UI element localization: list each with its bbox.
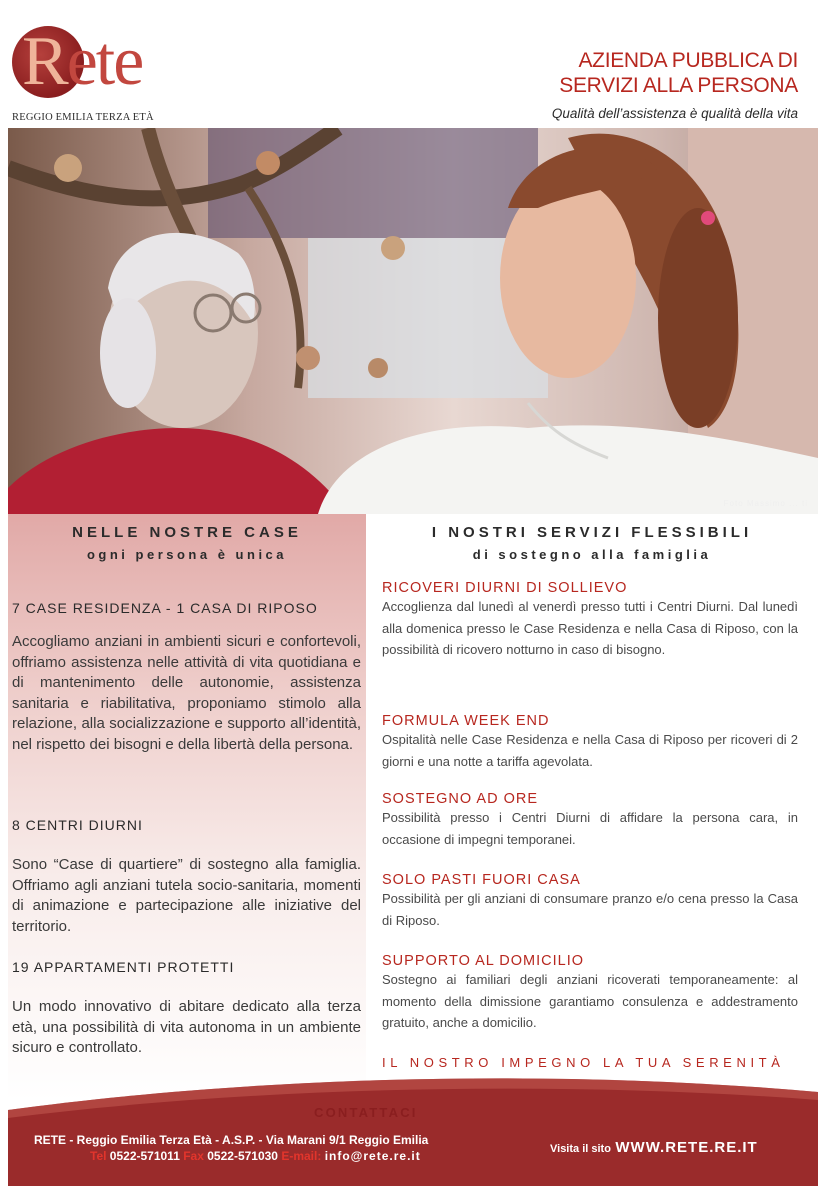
service-text: Accoglienza dal lunedì al venerdì presso tutti i Centri Diurni. Dal lunedì alla domenica presso le Case Residenza e nella Casa di Riposo, con la possibilità di ricovero notturno in caso di bisogno. xyxy=(382,599,798,657)
right-subheading: di sostegno alla famiglia xyxy=(472,547,712,562)
service-pasti xyxy=(382,872,798,931)
service-sostegno-ore xyxy=(382,791,798,850)
logo-letter-r: R xyxy=(22,23,67,100)
visit-label: Visita il sito xyxy=(550,1143,611,1155)
fax-number: 0522-571030 xyxy=(207,1149,278,1163)
right-column-servizi xyxy=(366,514,818,1100)
section-text-centri-diurni: Sono “Case di quartiere” di sostegno alla famiglia. Offriamo agli anziani tutela socio-sanitaria, momenti di animazione e partecipazione alle iniziative del territorio. xyxy=(12,856,361,935)
service-domicilio xyxy=(382,953,798,1034)
email-label: E-mail: xyxy=(281,1149,322,1163)
contact-phones xyxy=(90,1149,421,1163)
service-title: SUPPORTO AL DOMICILIO xyxy=(382,953,585,969)
rete-logo xyxy=(10,18,170,126)
contact-title: CONTATTACI xyxy=(314,1105,418,1120)
section-text-case-residenza: Accogliamo anziani in ambienti sicuri e confortevoli, offriamo assistenza nelle attività di vita quotidiana e di mantenimento delle autonomie, assistenza sanitaria e riabilitativa, proponiamo stimolo alla relazione, alla socializzazione e supporto all’identità, nel rispetto dei bisogni e della libertà della persona. xyxy=(12,633,361,753)
left-subheading: ogni persona è unica xyxy=(86,547,288,562)
footer-wave-shape xyxy=(8,1070,818,1186)
service-text: Possibilità presso i Centri Diurni di affidare la persona cara, in occasione di impegni temporanei. xyxy=(382,810,798,847)
title-line-1: AZIENDA PUBBLICA DI xyxy=(578,49,798,72)
website-link[interactable]: WWW.RETE.RE.IT xyxy=(615,1139,758,1156)
logo-wordmark xyxy=(22,22,142,102)
footer xyxy=(8,1070,818,1186)
left-heading: NELLE NOSTRE CASE xyxy=(72,524,302,541)
service-ricoveri-diurni xyxy=(382,580,798,661)
tel-label: Tel xyxy=(90,1149,107,1163)
contact-address: RETE - Reggio Emilia Terza Età - A.S.P. - Via Marani 9/1 Reggio Emilia xyxy=(34,1133,429,1147)
right-column-header xyxy=(366,524,818,562)
website-block xyxy=(550,1139,758,1157)
left-column-case xyxy=(8,514,366,1100)
commitment-slogan: IL NOSTRO IMPEGNO LA TUA SERENITÀ xyxy=(382,1055,785,1070)
service-title: SOSTEGNO AD ORE xyxy=(382,791,538,807)
right-heading: I NOSTRI SERVIZI FLESSIBILI xyxy=(431,524,753,541)
service-text: Sostegno ai familiari degli anziani ricoverati temporaneamente: al momento della dimissione garantiamo consulenza e addestramento gratuito, anche a domicilio. xyxy=(382,972,798,1030)
service-text: Possibilità per gli anziani di consumare pranzo e/o cena presso la Casa di Riposo. xyxy=(382,891,798,928)
service-title: FORMULA WEEK END xyxy=(382,713,550,729)
tagline: Qualità dell’assistenza è qualità della vita xyxy=(551,106,798,121)
service-week-end xyxy=(382,713,798,772)
section-title-appartamenti: 19 APPARTAMENTI PROTETTI xyxy=(12,959,235,975)
logo-letters-ete: ete xyxy=(66,23,143,100)
hero-photo xyxy=(8,128,818,514)
section-text-appartamenti: Un modo innovativo di abitare dedicato alla terza età, una possibilità di vita autonoma in un ambiente sicuro e controllato. xyxy=(12,998,361,1056)
hero-photo-illustration xyxy=(8,128,818,514)
fax-label: Fax xyxy=(183,1149,204,1163)
section-title-centri-diurni: 8 CENTRI DIURNI xyxy=(12,817,143,833)
service-title: RICOVERI DIURNI DI SOLLIEVO xyxy=(382,580,628,596)
logo-subtitle: REGGIO EMILIA TERZA ETÀ xyxy=(12,112,154,123)
title-line-2: SERVIZI ALLA PERSONA xyxy=(559,74,798,97)
email-link[interactable]: info@rete.re.it xyxy=(324,1149,421,1163)
tel-number[interactable]: 0522-571011 xyxy=(109,1149,180,1163)
service-title: SOLO PASTI FUORI CASA xyxy=(382,872,581,888)
photo-credit: Foto Massimo ... ti xyxy=(723,499,808,508)
page-title xyxy=(559,48,798,98)
service-text: Ospitalità nelle Case Residenza e nella Casa di Riposo per ricoveri di 2 giorni e una notte a tariffa agevolata. xyxy=(382,732,798,769)
left-column-header xyxy=(8,524,366,562)
section-title-case-residenza: 7 CASE RESIDENZA - 1 CASA DI RIPOSO xyxy=(12,600,318,616)
